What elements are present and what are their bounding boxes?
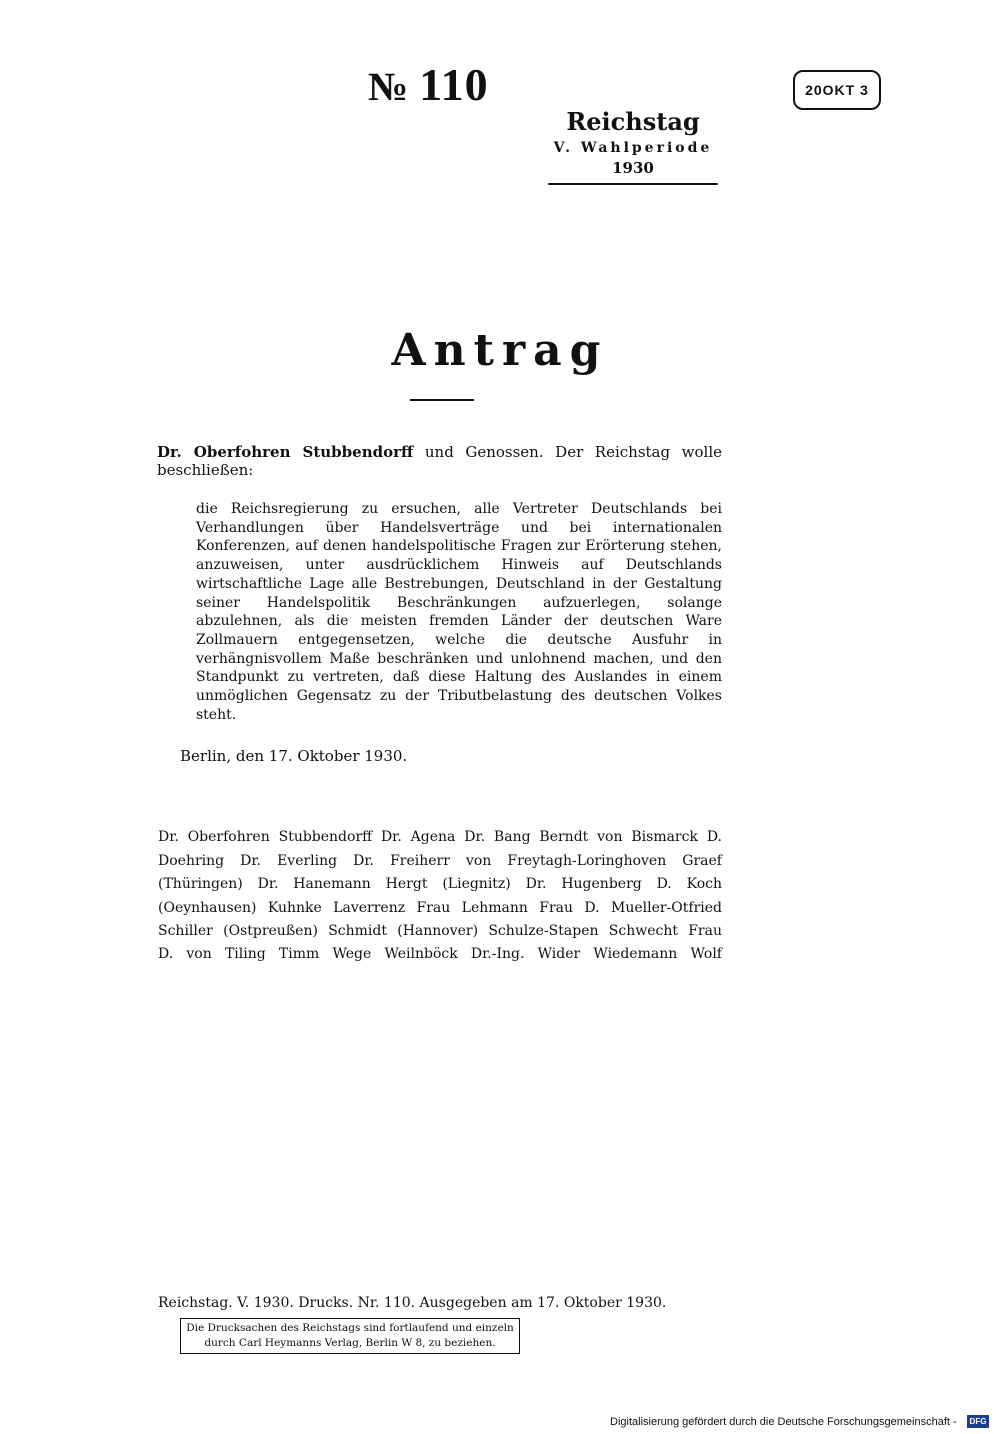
date-line: Berlin, den 17. Oktober 1930. [180, 747, 408, 765]
footer-box-line-2: durch Carl Heymanns Verlag, Berlin W 8, zu beziehen. [204, 1337, 496, 1349]
signatories-last-line: D. von Tiling Timm Wege Weilnböck Dr.-Ing. Wider Wiedemann Wolf [158, 946, 722, 962]
motion-authors: Dr. Oberfohren Stubbendorff [157, 443, 414, 461]
footer-line: Reichstag. V. 1930. Drucks. Nr. 110. Ausgegeben am 17. Oktober 1930. [158, 1295, 667, 1311]
parliament-header [548, 108, 718, 185]
header-rule [548, 183, 718, 185]
intro-paragraph [157, 443, 722, 479]
received-stamp: 20OKT 3 [793, 70, 881, 110]
signatories-list: Dr. Oberfohren Stubbendorff Dr. Agena Dr. Bang Berndt von Bismarck D. Doehring Dr. Everling Dr. Freiherr von Freytagh-Loringhoven Graef (Thüringen) Dr. Hanemann Hergt (Liegnitz) Dr. Hugenberg D. Koch (Oeynhausen) Kuhnke Laverrenz Frau Lehmann Frau D. Mueller-Otfried Schiller (Ostpreußen) Schmidt (Hannover) Schulze-Stapen Schwecht Frau [158, 829, 722, 939]
header-year: 1930 [612, 159, 654, 178]
document-number [368, 59, 489, 110]
dfg-logo: DFG [967, 1415, 989, 1428]
document-number-value: 110 [419, 59, 489, 110]
parliament-name: Reichstag [566, 107, 700, 136]
digitization-credit: Digitalisierung gefördert durch die Deutsche Forschungsgemeinschaft - [610, 1416, 957, 1428]
intro-text: und Genossen. Der Reichstag wolle beschließen: [157, 443, 723, 479]
footer-box-line-1: Die Drucksachen des Reichstags sind fortlaufend und einzeln [186, 1322, 514, 1334]
footer-publisher-box [180, 1318, 520, 1354]
motion-text: die Reichsregierung zu ersuchen, alle Vertreter Deutschlands bei Verhandlungen über Handelsverträge und bei internationalen Konferenzen, auf denen handelspolitische Fragen zur Erörterung stehen, anzuweisen, unter ausdrücklichem Hinweis auf Deutschlands wirtschaftliche Lage alle Bestrebungen, Deutschland in der Gestaltung seiner Handelspolitik Beschränkungen aufzuerlegen, solange abzulehnen, als die meisten fremden Länder der deutschen Ware Zollmauern entgegensetzen, welche die deutsche Ausfuhr in verhängnisvollem Maße beschränken und unlohnend machen, und den Standpunkt zu vertreten, daß diese Haltung des Auslandes in einem unmöglichen Gegensatz zu der Tributbelastung des deutschen Volkes steht. [196, 501, 722, 723]
document-title: Antrag [391, 325, 609, 376]
election-period: V. Wahlperiode [553, 139, 713, 156]
number-sign: № [368, 64, 410, 109]
title-rule [410, 399, 474, 401]
